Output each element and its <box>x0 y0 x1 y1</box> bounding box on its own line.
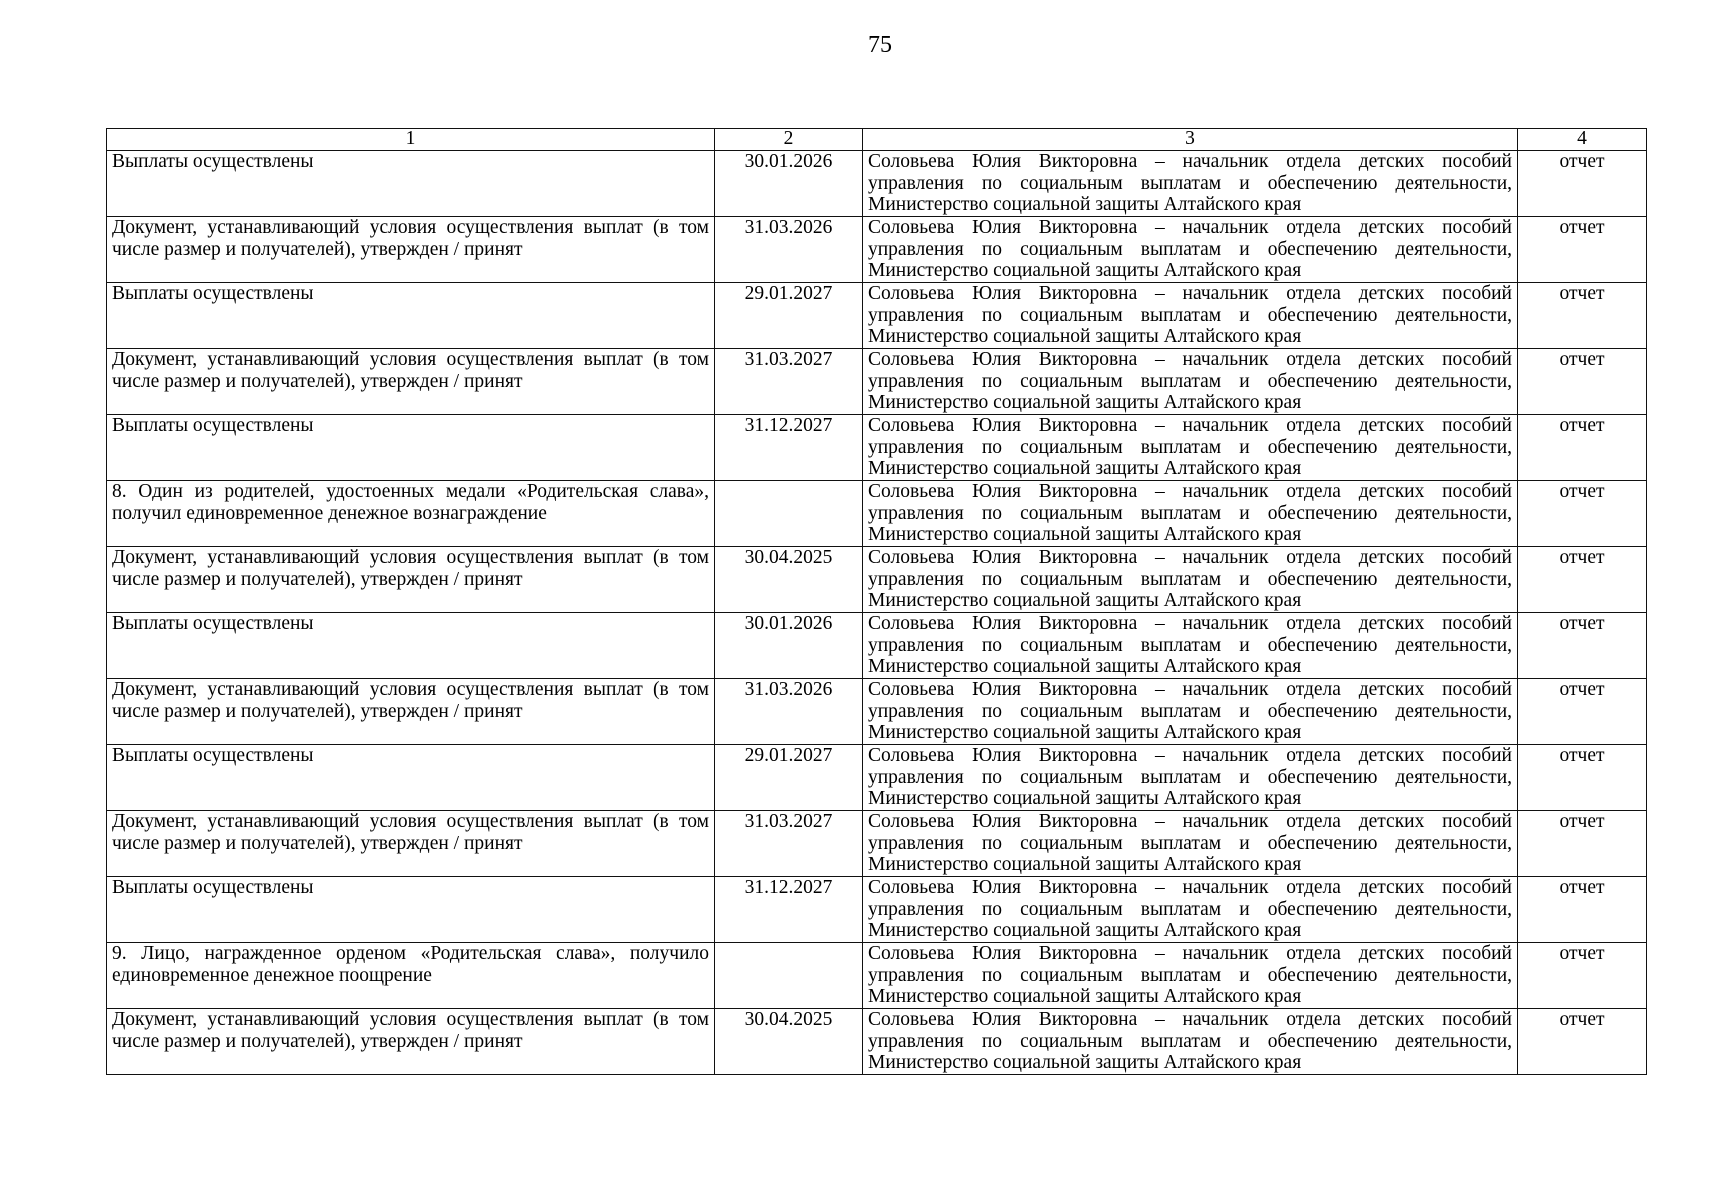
event-cell: Документ, устанавливающий условия осуществления выплат (в том числе размер и получателей), утвержден / принят <box>107 349 715 415</box>
document-type-cell: отчет <box>1518 283 1647 349</box>
document-type-cell: отчет <box>1518 811 1647 877</box>
date-cell <box>715 943 863 1009</box>
table-row <box>107 415 1647 481</box>
document-type-cell: отчет <box>1518 151 1647 217</box>
column-header: 2 <box>715 129 863 151</box>
responsible-cell: Соловьева Юлия Викторовна – начальник отдела детских пособий управления по социальным выплатам и обеспечению деятельности, Министерство социальной защиты Алтайского края <box>863 943 1518 1009</box>
event-cell: Документ, устанавливающий условия осуществления выплат (в том числе размер и получателей), утвержден / принят <box>107 811 715 877</box>
date-cell: 30.04.2025 <box>715 1009 863 1075</box>
event-cell: Выплаты осуществлены <box>107 283 715 349</box>
responsible-cell: Соловьева Юлия Викторовна – начальник отдела детских пособий управления по социальным выплатам и обеспечению деятельности, Министерство социальной защиты Алтайского края <box>863 283 1518 349</box>
date-cell: 30.01.2026 <box>715 151 863 217</box>
column-header: 3 <box>863 129 1518 151</box>
table-header <box>107 129 1647 151</box>
table-body <box>107 151 1647 1075</box>
responsible-cell: Соловьева Юлия Викторовна – начальник отдела детских пособий управления по социальным выплатам и обеспечению деятельности, Министерство социальной защиты Алтайского края <box>863 151 1518 217</box>
event-cell: Выплаты осуществлены <box>107 613 715 679</box>
responsible-cell: Соловьева Юлия Викторовна – начальник отдела детских пособий управления по социальным выплатам и обеспечению деятельности, Министерство социальной защиты Алтайского края <box>863 1009 1518 1075</box>
responsible-cell: Соловьева Юлия Викторовна – начальник отдела детских пособий управления по социальным выплатам и обеспечению деятельности, Министерство социальной защиты Алтайского края <box>863 217 1518 283</box>
table-row <box>107 481 1647 547</box>
table-row <box>107 349 1647 415</box>
event-cell: Документ, устанавливающий условия осуществления выплат (в том числе размер и получателей), утвержден / принят <box>107 547 715 613</box>
responsible-cell: Соловьева Юлия Викторовна – начальник отдела детских пособий управления по социальным выплатам и обеспечению деятельности, Министерство социальной защиты Алтайского края <box>863 745 1518 811</box>
responsible-cell: Соловьева Юлия Викторовна – начальник отдела детских пособий управления по социальным выплатам и обеспечению деятельности, Министерство социальной защиты Алтайского края <box>863 415 1518 481</box>
date-cell: 30.04.2025 <box>715 547 863 613</box>
document-type-cell: отчет <box>1518 415 1647 481</box>
date-cell: 30.01.2026 <box>715 613 863 679</box>
date-cell: 31.12.2027 <box>715 877 863 943</box>
table-row <box>107 877 1647 943</box>
column-header: 1 <box>107 129 715 151</box>
date-cell: 31.03.2027 <box>715 349 863 415</box>
table-row <box>107 283 1647 349</box>
event-cell: 9. Лицо, награжденное орденом «Родительская слава», получило единовременное денежное поощрение <box>107 943 715 1009</box>
table-row <box>107 943 1647 1009</box>
event-cell: Выплаты осуществлены <box>107 151 715 217</box>
responsible-cell: Соловьева Юлия Викторовна – начальник отдела детских пособий управления по социальным выплатам и обеспечению деятельности, Министерство социальной защиты Алтайского края <box>863 349 1518 415</box>
document-type-cell: отчет <box>1518 349 1647 415</box>
date-cell: 31.12.2027 <box>715 415 863 481</box>
page-number: 75 <box>868 32 892 58</box>
date-cell <box>715 481 863 547</box>
responsible-cell: Соловьева Юлия Викторовна – начальник отдела детских пособий управления по социальным выплатам и обеспечению деятельности, Министерство социальной защиты Алтайского края <box>863 481 1518 547</box>
document-type-cell: отчет <box>1518 547 1647 613</box>
event-cell: Документ, устанавливающий условия осуществления выплат (в том числе размер и получателей), утвержден / принят <box>107 679 715 745</box>
document-type-cell: отчет <box>1518 481 1647 547</box>
column-header: 4 <box>1518 129 1647 151</box>
event-cell: Документ, устанавливающий условия осуществления выплат (в том числе размер и получателей), утвержден / принят <box>107 1009 715 1075</box>
table-row <box>107 547 1647 613</box>
date-cell: 31.03.2026 <box>715 217 863 283</box>
document-type-cell: отчет <box>1518 613 1647 679</box>
event-cell: Выплаты осуществлены <box>107 877 715 943</box>
responsible-cell: Соловьева Юлия Викторовна – начальник отдела детских пособий управления по социальным выплатам и обеспечению деятельности, Министерство социальной защиты Алтайского края <box>863 877 1518 943</box>
document-type-cell: отчет <box>1518 745 1647 811</box>
header-row <box>107 129 1647 151</box>
table-row <box>107 151 1647 217</box>
responsible-cell: Соловьева Юлия Викторовна – начальник отдела детских пособий управления по социальным выплатам и обеспечению деятельности, Министерство социальной защиты Алтайского края <box>863 547 1518 613</box>
responsible-cell: Соловьева Юлия Викторовна – начальник отдела детских пособий управления по социальным выплатам и обеспечению деятельности, Министерство социальной защиты Алтайского края <box>863 613 1518 679</box>
event-cell: 8. Один из родителей, удостоенных медали «Родительская слава», получил единовременное денежное вознаграждение <box>107 481 715 547</box>
table-row <box>107 1009 1647 1075</box>
document-type-cell: отчет <box>1518 943 1647 1009</box>
table-row <box>107 811 1647 877</box>
table-row <box>107 745 1647 811</box>
date-cell: 29.01.2027 <box>715 283 863 349</box>
event-cell: Выплаты осуществлены <box>107 745 715 811</box>
document-type-cell: отчет <box>1518 1009 1647 1075</box>
table-row <box>107 679 1647 745</box>
document-type-cell: отчет <box>1518 679 1647 745</box>
document-type-cell: отчет <box>1518 217 1647 283</box>
document-type-cell: отчет <box>1518 877 1647 943</box>
date-cell: 31.03.2026 <box>715 679 863 745</box>
date-cell: 29.01.2027 <box>715 745 863 811</box>
table-row <box>107 217 1647 283</box>
responsible-cell: Соловьева Юлия Викторовна – начальник отдела детских пособий управления по социальным выплатам и обеспечению деятельности, Министерство социальной защиты Алтайского края <box>863 811 1518 877</box>
responsible-cell: Соловьева Юлия Викторовна – начальник отдела детских пособий управления по социальным выплатам и обеспечению деятельности, Министерство социальной защиты Алтайского края <box>863 679 1518 745</box>
event-cell: Документ, устанавливающий условия осуществления выплат (в том числе размер и получателей), утвержден / принят <box>107 217 715 283</box>
event-cell: Выплаты осуществлены <box>107 415 715 481</box>
date-cell: 31.03.2027 <box>715 811 863 877</box>
table-row <box>107 613 1647 679</box>
schedule-table <box>106 128 1647 1075</box>
